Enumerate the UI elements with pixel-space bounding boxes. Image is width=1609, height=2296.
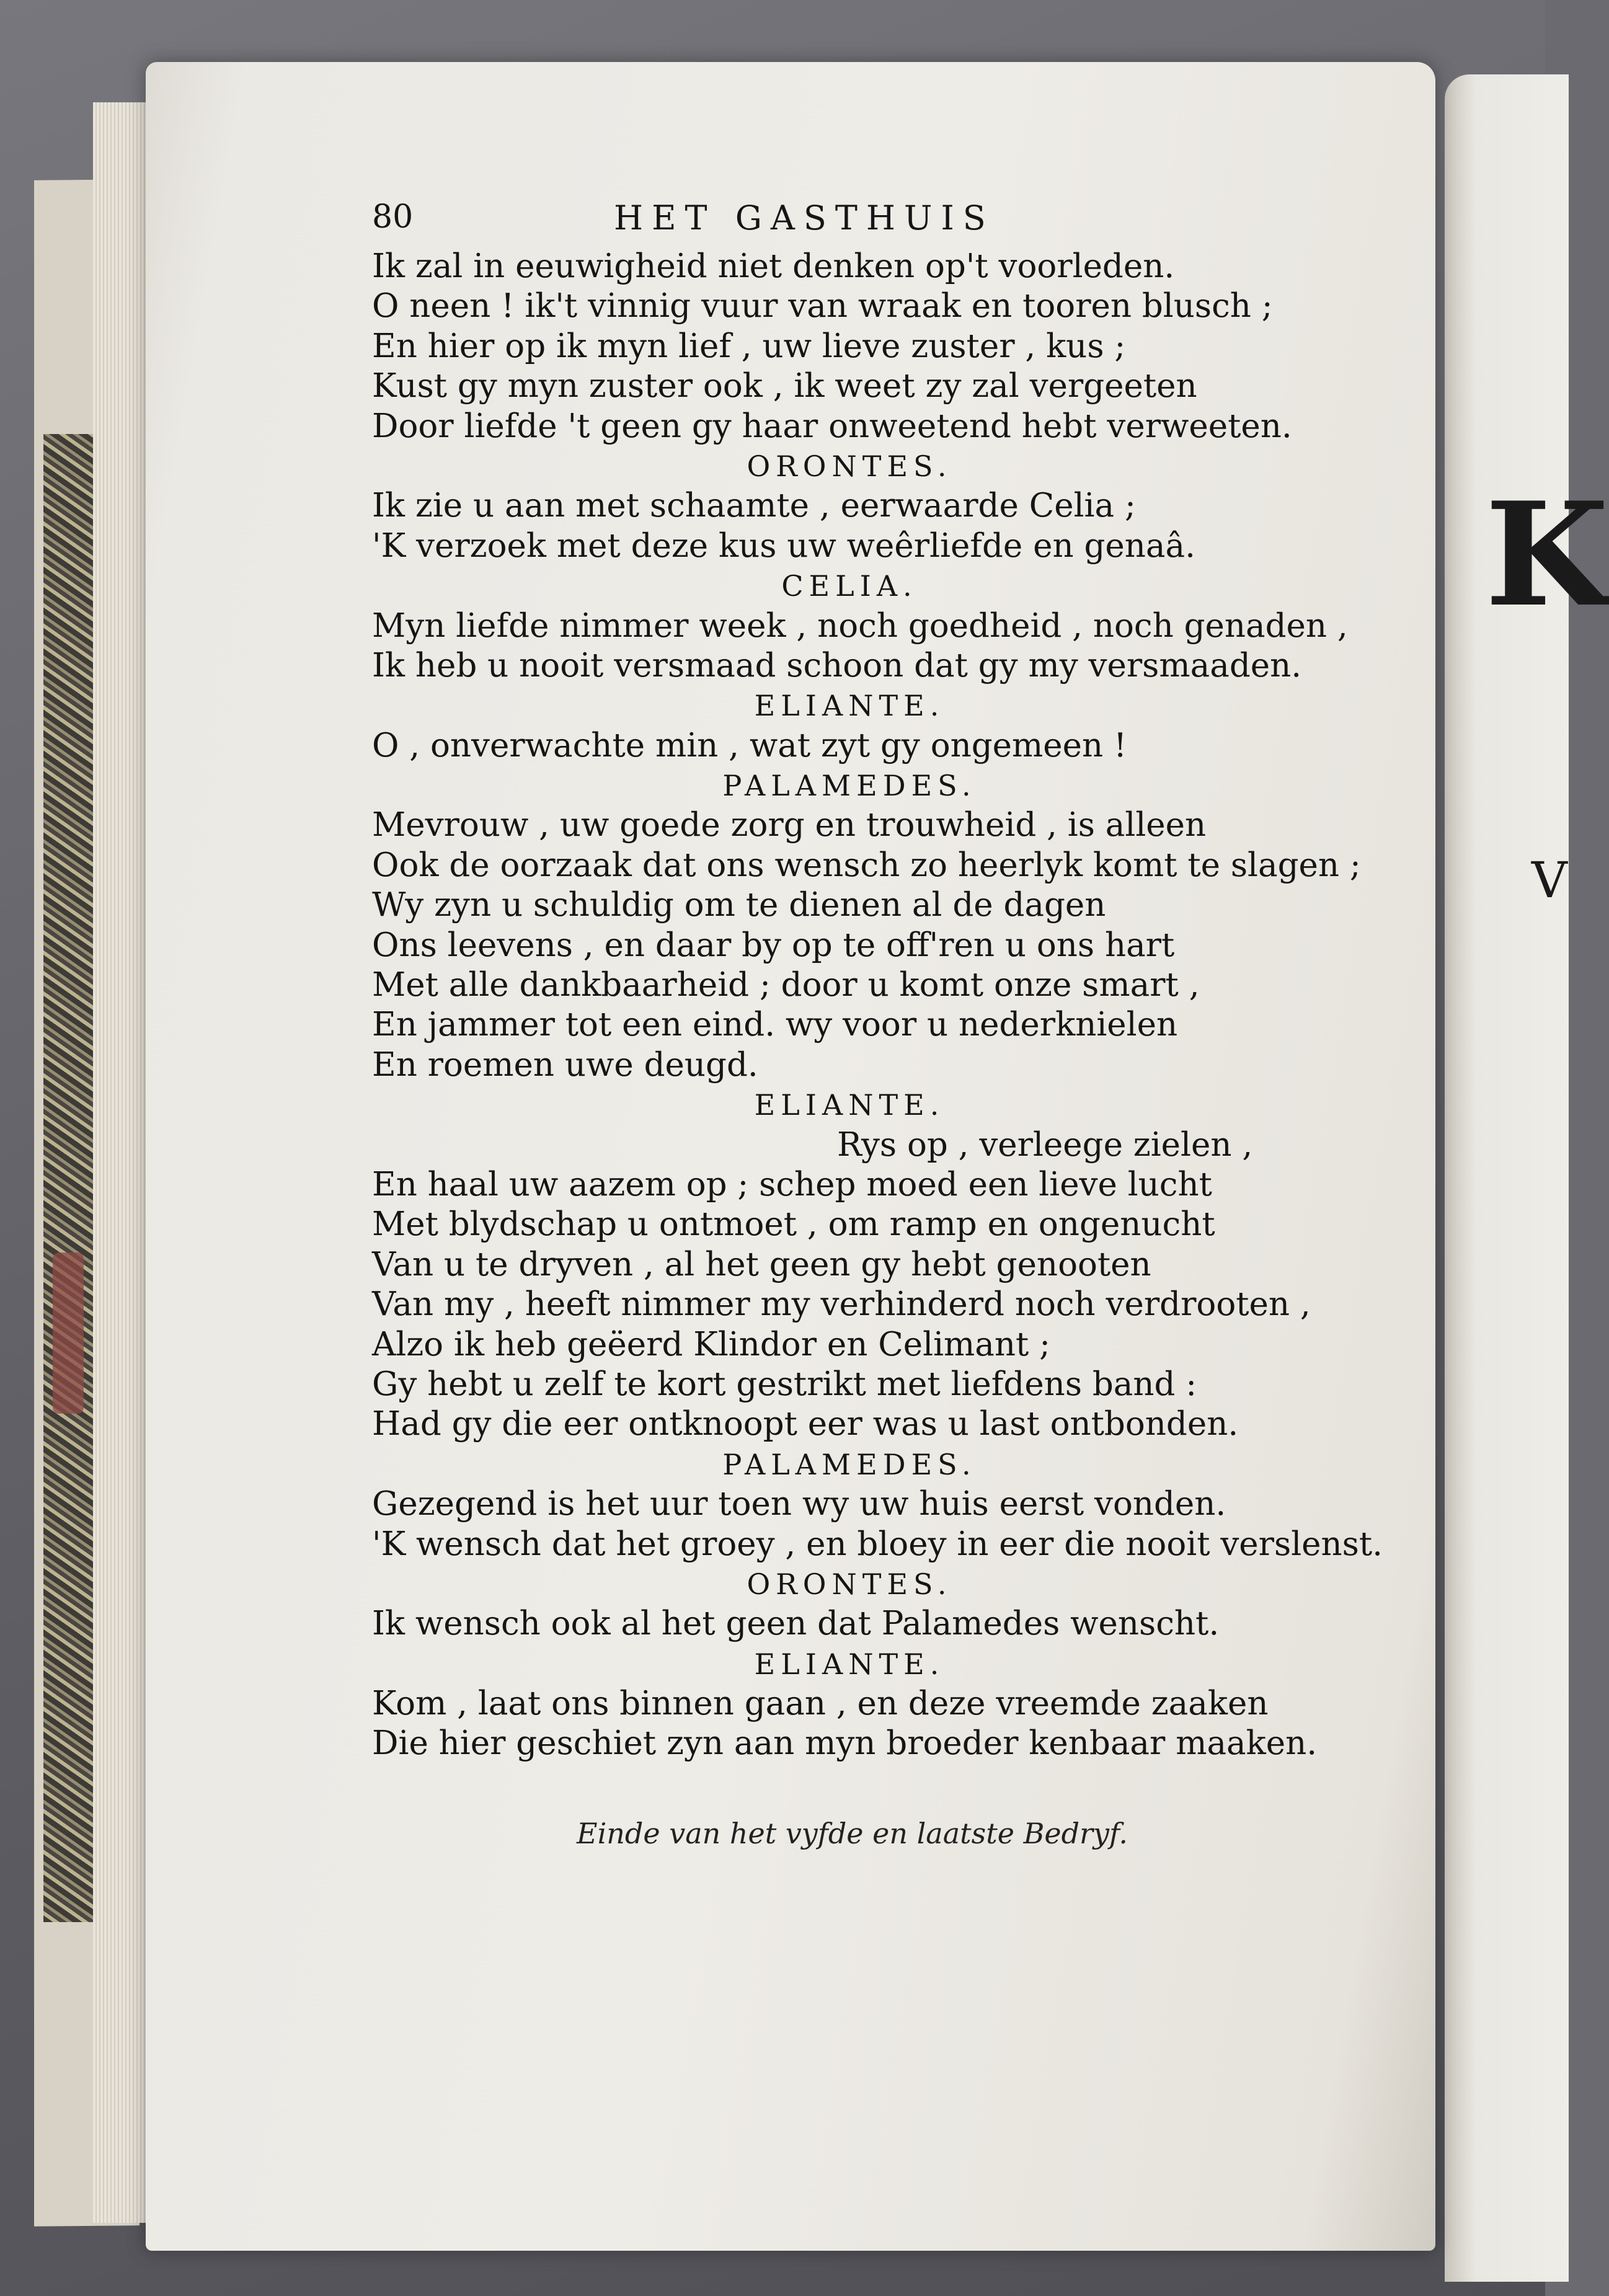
verse-line: En jammer tot een eind. wy voor u nederknielen [372, 1006, 1178, 1044]
verse-line: Gezegend is het uur toen wy uw huis eerst vonden. [372, 1485, 1226, 1523]
verse-line: Die hier geschiet zyn aan myn broeder kenbaar maaken. [372, 1724, 1318, 1763]
act-ending-note: Einde van het vyfde en laatste Bedryf. [577, 1817, 1128, 1850]
verse-line: 'K wensch dat het groey , en bloey in eer die nooit verslenst. [372, 1525, 1383, 1563]
verse-lines [372, 247, 1426, 1764]
speaker-name: ELIANTE. [754, 1088, 945, 1122]
verse-line: En roemen uwe deugd. [372, 1045, 758, 1084]
verse-line: Ik wensch ook al het geen dat Palamedes wenscht. [372, 1605, 1220, 1643]
speaker-name: ELIANTE. [754, 1647, 945, 1681]
verse-line: Ons leevens , en daar by op te off'ren u ons hart [372, 926, 1175, 964]
verse-line: Had gy die eer ontknoopt eer was u last ontbonden. [372, 1405, 1239, 1443]
speaker-name: PALAMEDES. [722, 1447, 977, 1481]
verse-line: Alzo ik heb geëerd Klindor en Celimant ; [372, 1325, 1051, 1363]
facing-page-glyph: V [1531, 851, 1567, 909]
verse-line: O , onverwachte min , wat zyt gy ongemeen ! [372, 726, 1127, 765]
verse-line: Kom , laat ons binnen gaan , en deze vreemde zaaken [372, 1685, 1269, 1723]
verse-line: Mevrouw , uw goede zorg en trouwheid , is alleen [372, 806, 1207, 844]
page-header [372, 197, 1426, 247]
verse-line: Ik zie u aan met schaamte , eerwaarde Celia ; [372, 487, 1136, 525]
verse-line: Door liefde 't geen gy haar onweetend hebt verweeten. [372, 407, 1292, 445]
verse-line: Myn liefde nimmer week , noch goedheid , noch genaden , [372, 606, 1348, 645]
facing-page [1445, 74, 1569, 2282]
verse-line: Gy hebt u zelf te kort gestrikt met liefdens band : [372, 1365, 1197, 1403]
speaker-name: PALAMEDES. [722, 769, 977, 803]
speaker-name: ORONTES. [747, 449, 952, 483]
page-number: 80 [372, 198, 414, 236]
verse-line: O neen ! ik't vinnig vuur van wraak en tooren blusch ; [372, 287, 1273, 326]
speaker-name: ELIANTE. [754, 689, 945, 723]
verse-line: Kust gy myn zuster ook , ik weet zy zal vergeeten [372, 367, 1197, 406]
verse-line: Met blydschap u ontmoet , om ramp en ongenucht [372, 1205, 1215, 1244]
verse-line: Ook de oorzaak dat ons wensch zo heerlyk komt te slagen ; [372, 846, 1361, 884]
verse-line: Wy zyn u schuldig om te dienen al de dagen [372, 886, 1106, 924]
page-text [372, 197, 1426, 1764]
facing-page-initial: K [1485, 471, 1609, 639]
verse-line: En hier op ik myn lief , uw lieve zuster , kus ; [372, 327, 1126, 365]
speaker-name: CELIA. [781, 569, 918, 603]
running-title: HET GASTHUIS [614, 198, 995, 237]
verse-line: En haal uw aazem op ; schep moed een lieve lucht [372, 1165, 1212, 1203]
verse-line: 'K verzoek met deze kus uw weêrliefde en genaâ. [372, 526, 1195, 565]
verse-line: Ik heb u nooit versmaad schoon dat gy my versmaaden. [372, 646, 1302, 685]
verse-line: Rys op , verleege zielen , [837, 1125, 1253, 1164]
verse-line: Van my , heeft nimmer my verhinderd noch verdrooten , [372, 1285, 1311, 1324]
red-stain [53, 1252, 84, 1414]
verse-line: Ik zal in eeuwigheid niet denken op't voorleden. [372, 247, 1175, 285]
verse-line: Met alle dankbaarheid ; door u komt onze smart , [372, 966, 1200, 1004]
speaker-name: ORONTES. [747, 1567, 952, 1601]
verse-line: Van u te dryven , al het geen gy hebt genooten [372, 1245, 1151, 1283]
